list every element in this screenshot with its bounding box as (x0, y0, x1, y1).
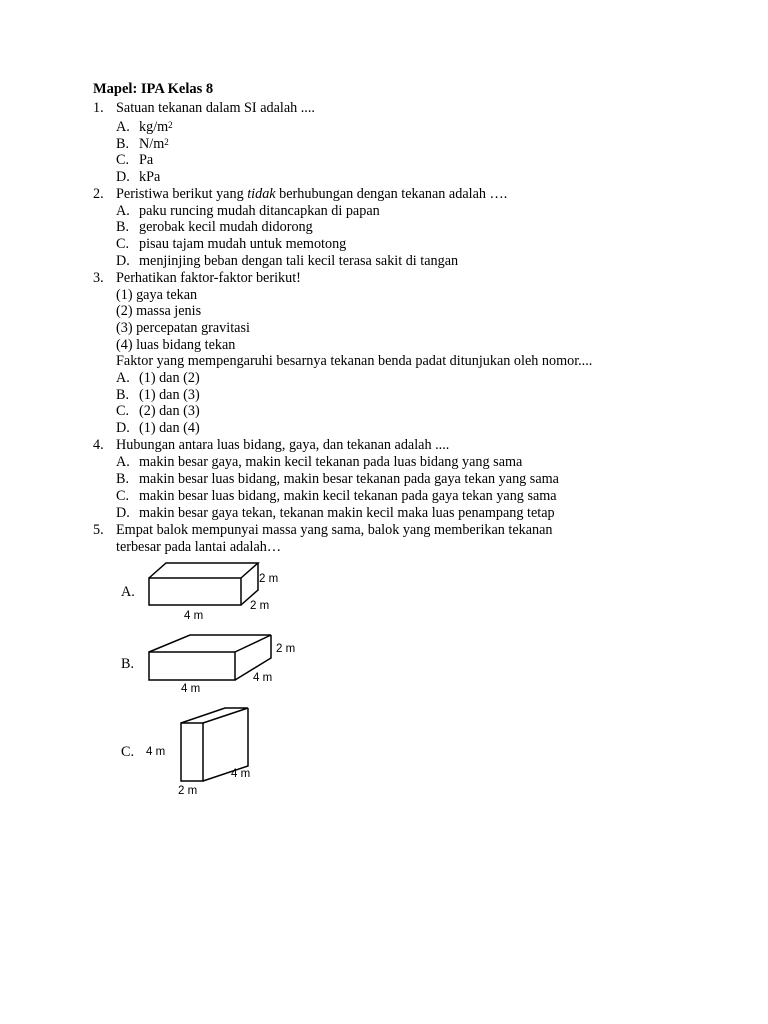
option-letter: C. (116, 403, 130, 419)
option-letter: B. (116, 136, 130, 152)
option-letter: A. (116, 203, 130, 219)
option-letter: C. (116, 488, 130, 504)
option-letter: B. (116, 471, 130, 487)
option-letter: D. (116, 169, 130, 185)
box-figure-b (140, 630, 310, 696)
question-number: 3. (93, 270, 104, 286)
factor-item: (3) percepatan gravitasi (116, 320, 250, 336)
box-figure-a (140, 560, 290, 624)
question-text: Faktor yang mempengaruhi besarnya tekanan benda padat ditunjukan oleh nomor.... (116, 353, 593, 369)
option-text: makin besar gaya, makin kecil tekanan pada luas bidang yang sama (139, 454, 523, 470)
factor-item: (4) luas bidang tekan (116, 337, 236, 353)
box-figure-c (140, 703, 270, 799)
question-text: terbesar pada lantai adalah… (116, 539, 282, 555)
option-text: menjinjing beban dengan tali kecil terasa sakit di tangan (139, 253, 459, 269)
dimension-label: 4 m (253, 672, 273, 684)
option-letter: D. (116, 505, 130, 521)
option-letter: A. (121, 584, 135, 600)
option-letter: A. (116, 454, 130, 470)
dimension-label: 2 m (276, 643, 296, 655)
question-number: 1. (93, 100, 104, 116)
factor-item: (2) massa jenis (116, 303, 202, 319)
page-title: Mapel: IPA Kelas 8 (93, 81, 214, 97)
option-text: (2) dan (3) (139, 403, 200, 419)
option-letter: C. (116, 152, 130, 168)
question-text: Perhatikan faktor-faktor berikut! (116, 270, 301, 286)
option-letter: B. (121, 656, 135, 672)
question-text: Empat balok mempunyai massa yang sama, balok yang memberikan tekanan (116, 522, 553, 538)
option-text: gerobak kecil mudah didorong (139, 219, 313, 235)
dimension-label: 4 m (146, 746, 166, 758)
option-letter: B. (116, 387, 130, 403)
superscript: 2 (168, 120, 173, 130)
box-side-face (241, 563, 258, 605)
option-text: pisau tajam mudah untuk memotong (139, 236, 347, 252)
option-letter: D. (116, 420, 130, 436)
option-letter: A. (116, 119, 130, 135)
dimension-label: 4 m (184, 610, 204, 622)
option-text: makin besar gaya tekan, tekanan makin kecil maka luas penampang tetap (139, 505, 555, 521)
box-top-face (149, 563, 258, 578)
box-front-face (181, 723, 203, 781)
option-letter: B. (116, 219, 130, 235)
option-letter: C. (121, 744, 135, 760)
question-number: 5. (93, 522, 104, 538)
option-text: (1) dan (4) (139, 420, 200, 436)
question-number: 4. (93, 437, 104, 453)
box-front-face (149, 652, 235, 680)
question-text: Satuan tekanan dalam SI adalah .... (116, 100, 315, 116)
option-text: makin besar luas bidang, makin besar tekanan pada gaya tekan yang sama (139, 471, 559, 487)
dimension-label: 4 m (181, 683, 201, 695)
option-text: Pa (139, 152, 154, 168)
italic-word: tidak (247, 186, 276, 202)
option-letter: D. (116, 253, 130, 269)
dimension-label: 2 m (178, 785, 198, 797)
question-text: Peristiwa berikut yang tidak berhubungan dengan tekanan adalah …. (116, 186, 508, 202)
option-text: (1) dan (2) (139, 370, 200, 386)
box-top-face (149, 635, 271, 652)
superscript: 2 (164, 137, 169, 147)
dimension-label: 2 m (259, 573, 279, 585)
option-text: makin besar luas bidang, makin kecil tekanan pada gaya tekan yang sama (139, 488, 557, 504)
option-text: paku runcing mudah ditancapkan di papan (139, 203, 380, 219)
dimension-label: 2 m (250, 600, 270, 612)
question-number: 2. (93, 186, 104, 202)
option-letter: A. (116, 370, 130, 386)
option-text: (1) dan (3) (139, 387, 200, 403)
factor-item: (1) gaya tekan (116, 287, 198, 303)
box-top-face (181, 708, 248, 723)
option-text: $kg/m^2$ (139, 119, 173, 135)
option-letter: C. (116, 236, 130, 252)
option-text: $N/m^2$ (139, 136, 169, 152)
question-text: Hubungan antara luas bidang, gaya, dan tekanan adalah .... (116, 437, 450, 453)
dimension-label: 4 m (231, 768, 251, 780)
option-text: kPa (139, 169, 161, 185)
box-front-face (149, 578, 241, 605)
